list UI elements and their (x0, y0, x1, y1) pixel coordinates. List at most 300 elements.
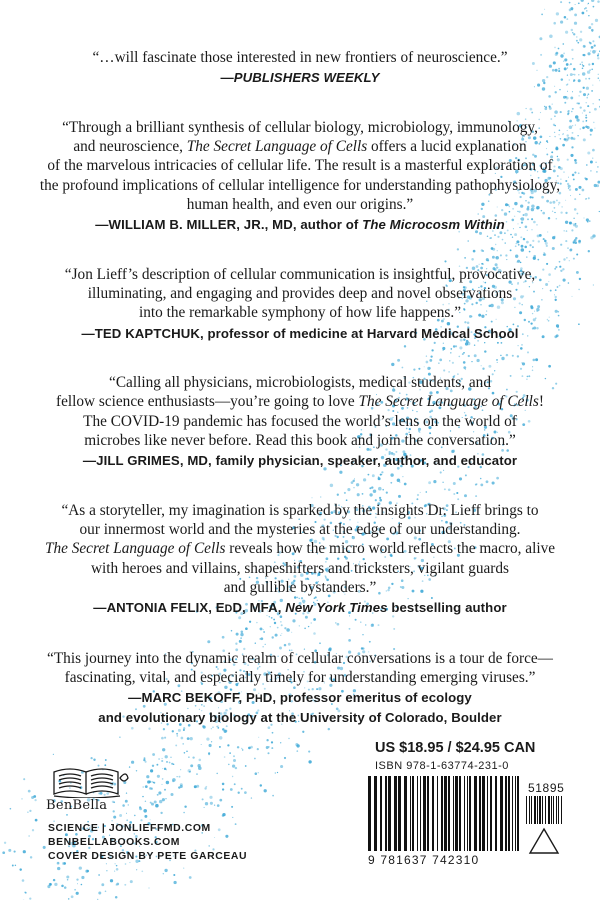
swirl-dot (164, 789, 166, 791)
swirl-dot (164, 869, 167, 872)
swirl-dot (267, 752, 269, 754)
swirl-dot (71, 895, 74, 898)
swirl-dot (198, 766, 202, 770)
imprint-credits (48, 822, 247, 863)
swirl-dot (166, 761, 168, 763)
swirl-dot (595, 19, 598, 22)
swirl-dot (28, 790, 31, 793)
swirl-dot (67, 879, 69, 881)
barcode-bar (432, 776, 434, 851)
swirl-dot (251, 797, 252, 798)
swirl-dot (565, 31, 568, 34)
swirl-dot (541, 14, 543, 16)
blurb-publishers-weekly (0, 48, 600, 88)
swirl-dot (8, 849, 11, 852)
imprint-line: SCIENCE | JONLIEFFMD.COM (48, 823, 211, 834)
swirl-dot (179, 776, 181, 778)
swirl-dot (302, 731, 304, 733)
swirl-dot (98, 874, 100, 876)
swirl-dot (216, 773, 218, 775)
swirl-dot (175, 744, 177, 746)
swirl-dot (229, 752, 231, 754)
swirl-dot (49, 883, 52, 886)
swirl-dot (184, 752, 186, 754)
swirl-dot (145, 761, 147, 763)
swirl-dot (574, 13, 577, 16)
swirl-dot (128, 804, 129, 805)
barcode-bar (500, 776, 503, 851)
swirl-dot (222, 728, 225, 731)
swirl-dot (145, 801, 146, 802)
swirl-dot (79, 866, 82, 869)
swirl-dot (184, 805, 186, 807)
swirl-dot (578, 2, 580, 4)
swirl-dot (34, 799, 36, 801)
swirl-dot (93, 759, 95, 761)
barcode-bar (448, 776, 450, 851)
swirl-dot (591, 23, 593, 25)
swirl-dot (277, 772, 278, 773)
swirl-dot (296, 750, 298, 752)
swirl-dot (163, 728, 165, 730)
blurb-antonia-felix (0, 501, 600, 619)
swirl-dot (206, 737, 209, 740)
barcode-bar (474, 776, 477, 851)
swirl-dot (68, 898, 70, 900)
swirl-dot (219, 736, 222, 739)
swirl-dot (573, 33, 575, 35)
swirl-dot (154, 801, 157, 804)
addon-bar (537, 796, 538, 824)
swirl-dot (228, 764, 230, 766)
swirl-dot (163, 873, 164, 874)
swirl-dot (122, 804, 125, 807)
barcode-bar (469, 776, 471, 851)
swirl-dot (119, 736, 121, 738)
barcode-digits: 9 781637 742310 (368, 853, 480, 867)
swirl-dot (241, 748, 243, 750)
barcode-bar (512, 776, 513, 851)
swirl-dot (23, 778, 25, 780)
swirl-dot (165, 755, 168, 758)
swirl-dot (201, 744, 202, 745)
swirl-dot (172, 780, 174, 782)
blurb-jill-grimes (0, 373, 600, 471)
swirl-dot (208, 752, 210, 754)
swirl-dot (116, 865, 118, 867)
swirl-dot (582, 12, 585, 15)
swirl-dot (580, 31, 582, 33)
swirl-dot (143, 809, 147, 813)
swirl-dot (234, 783, 236, 785)
barcode-bar (441, 776, 443, 851)
swirl-dot (27, 811, 29, 813)
swirl-dot (592, 40, 594, 42)
price-label: US $18.95 / $24.95 CAN (375, 740, 536, 756)
swirl-dot (157, 794, 159, 796)
barcode-bar (490, 776, 492, 851)
swirl-dot (134, 815, 136, 817)
swirl-dot (119, 814, 122, 817)
swirl-dot (183, 729, 185, 731)
swirl-dot (576, 40, 578, 42)
swirl-dot (579, 38, 582, 41)
swirl-dot (162, 768, 163, 769)
swirl-dot (159, 800, 162, 803)
barcode-bar (515, 776, 516, 851)
barcode-bar (505, 776, 507, 851)
swirl-dot (241, 788, 243, 790)
swirl-dot (254, 758, 256, 760)
swirl-dot (53, 879, 55, 881)
swirl-dot (64, 886, 67, 889)
swirl-dot (192, 756, 194, 758)
swirl-dot (14, 851, 16, 853)
barcode-bar (455, 776, 458, 851)
swirl-dot (222, 814, 225, 817)
swirl-dot (161, 784, 162, 785)
swirl-dot (562, 43, 564, 45)
swirl-dot (166, 781, 169, 784)
swirl-dot (153, 782, 155, 784)
addon-bar (548, 796, 550, 824)
swirl-dot (161, 737, 164, 740)
swirl-dot (131, 761, 134, 764)
swirl-dot (161, 760, 163, 762)
swirl-dot (160, 812, 162, 814)
swirl-dot (231, 806, 233, 808)
barcode-bar (453, 776, 454, 851)
swirl-dot (227, 744, 229, 746)
barcode-bar (444, 776, 447, 851)
barcode-bar (517, 776, 519, 851)
swirl-dot (560, 1, 562, 3)
swirl-dot (275, 772, 276, 773)
swirl-dot (106, 863, 107, 864)
triangle-mark-icon (528, 826, 560, 856)
barcode-bar (482, 776, 485, 851)
swirl-dot (588, 3, 589, 4)
barcode-bar (427, 776, 429, 851)
swirl-dot (173, 881, 176, 884)
blurb-quote: “Through a brilliant synthesis of cellular biology, microbiology, immunology, and neuroscience, The Secret Language of Cells offers a lucid explanation of the marvelous intricacies of cellular life. The result is a masterful exploration of the profound implications of cellular intelligence for understanding pathophysiology, human health, and even our origins.” (39, 118, 561, 213)
swirl-dot (560, 21, 563, 24)
swirl-dot (255, 772, 258, 775)
swirl-dot (308, 751, 310, 753)
swirl-dot (186, 751, 188, 753)
swirl-dot (116, 868, 119, 871)
swirl-dot (271, 741, 273, 743)
swirl-dot (260, 784, 262, 786)
swirl-dot (210, 802, 213, 805)
addon-bar (545, 796, 546, 824)
swirl-dot (581, 0, 584, 2)
swirl-dot (205, 802, 208, 805)
swirl-dot (158, 791, 161, 794)
swirl-dot (156, 764, 158, 766)
swirl-dot (235, 767, 237, 769)
blurb-attribution: —PUBLISHERS WEEKLY (220, 70, 380, 86)
swirl-dot (151, 781, 153, 783)
swirl-dot (126, 813, 127, 814)
swirl-dot (205, 786, 207, 788)
swirl-dot (53, 754, 54, 755)
swirl-dot (589, 41, 591, 43)
swirl-dot (136, 770, 137, 771)
swirl-dot (145, 785, 148, 788)
swirl-dot (113, 816, 116, 819)
barcode-bar (404, 776, 407, 851)
price-addon-digits: 51895 (528, 781, 565, 795)
blurb-quote: “As a storyteller, my imagination is sparked by the insights Dr. Lieff brings to our innermost world and the mysteries at the edge of our understanding. The Secret Language of Cells reveals how the micro world reflects the macro, alive with heroes and villains, shapeshifters and tricksters, vigilant guards and gullible bystanders.” (44, 501, 556, 597)
swirl-dot (217, 804, 220, 807)
swirl-dot (222, 788, 224, 790)
barcode-bar (464, 776, 465, 851)
barcode-bar (420, 776, 421, 851)
swirl-dot (585, 7, 587, 9)
swirl-dot (25, 892, 27, 894)
swirl-dot (162, 778, 164, 780)
swirl-dot (271, 747, 273, 749)
swirl-dot (178, 786, 180, 788)
publisher-logo-wordmark: BenBella (46, 798, 108, 813)
swirl-dot (211, 741, 212, 742)
blurb-attribution: —TED KAPTCHUK, professor of medicine at Harvard Medical School (81, 325, 519, 341)
addon-bar (558, 796, 559, 824)
addon-bar (539, 796, 541, 824)
swirl-dot (571, 29, 573, 31)
imprint-line: COVER DESIGN BY PETE GARCEAU (48, 850, 248, 862)
swirl-dot (173, 874, 175, 876)
imprint-line: BENBELLABOOKS.COM (48, 836, 181, 848)
swirl-dot (211, 728, 212, 729)
swirl-dot (564, 16, 567, 19)
barcode-bar (368, 776, 371, 851)
barcode-bar (374, 776, 377, 851)
swirl-dot (152, 753, 155, 756)
swirl-dot (105, 759, 107, 761)
swirl-dot (139, 806, 141, 808)
swirl-dot (569, 2, 571, 4)
blurb-attribution: —ANTONIA FELIX, EDD, MFA, New York Times bestselling author (93, 600, 507, 616)
swirl-dot (77, 883, 78, 884)
swirl-dot (157, 775, 160, 778)
swirl-dot (169, 762, 171, 764)
swirl-dot (162, 748, 165, 751)
swirl-dot (125, 863, 127, 865)
swirl-dot (106, 870, 107, 871)
swirl-dot (35, 819, 38, 822)
swirl-dot (288, 738, 289, 739)
swirl-dot (166, 769, 167, 770)
swirl-dot (176, 735, 178, 737)
swirl-dot (140, 819, 142, 821)
swirl-dot (12, 865, 14, 867)
swirl-dot (182, 743, 184, 745)
swirl-dot (328, 728, 330, 730)
barcode-bar (459, 776, 461, 851)
swirl-dot (158, 758, 160, 760)
swirl-dot (572, 32, 573, 33)
swirl-dot (76, 878, 78, 880)
swirl-dot (196, 773, 197, 774)
swirl-dot (244, 791, 247, 794)
swirl-dot (586, 10, 587, 11)
swirl-dot (76, 892, 79, 895)
swirl-dot (194, 785, 197, 788)
swirl-dot (188, 756, 190, 758)
swirl-dot (209, 796, 212, 799)
addon-bar (556, 796, 557, 824)
swirl-dot (232, 776, 233, 777)
swirl-dot (232, 764, 235, 767)
swirl-dot (190, 737, 193, 740)
swirl-dot (272, 732, 274, 734)
swirl-dot (81, 884, 83, 886)
barcode-bar (423, 776, 426, 851)
barcode-bar (487, 776, 488, 851)
swirl-dot (54, 883, 57, 886)
blurb-quote: “…will fascinate those interested in new frontiers of neuroscience.” (92, 49, 508, 66)
swirl-dot (19, 868, 21, 870)
isbn-label: ISBN 978-1-63774-231-0 (375, 760, 509, 772)
swirl-dot (110, 879, 113, 882)
swirl-dot (28, 835, 29, 836)
swirl-dot (29, 810, 31, 812)
addon-bar (526, 796, 527, 824)
swirl-dot (146, 775, 149, 778)
swirl-dot (574, 22, 577, 25)
swirl-dot (597, 0, 600, 3)
swirl-dot (30, 856, 32, 858)
swirl-dot (183, 812, 185, 814)
swirl-dot (187, 737, 190, 740)
swirl-dot (152, 765, 154, 767)
swirl-dot (15, 865, 16, 866)
swirl-dot (264, 789, 267, 792)
swirl-dot (66, 875, 69, 878)
swirl-dot (87, 870, 90, 873)
swirl-dot (136, 869, 137, 870)
swirl-dot (124, 884, 126, 886)
addon-bar (551, 796, 552, 824)
swirl-dot (176, 733, 178, 735)
swirl-dot (141, 870, 143, 872)
swirl-dot (98, 892, 101, 895)
addon-bar (542, 796, 543, 824)
swirl-dot (114, 871, 115, 872)
swirl-dot (155, 804, 159, 808)
barcode-bar (380, 776, 382, 851)
swirl-dot (170, 757, 171, 758)
swirl-dot (576, 36, 577, 37)
swirl-dot (150, 802, 152, 804)
swirl-dot (593, 6, 595, 8)
swirl-dot (172, 730, 174, 732)
barcode-bar (479, 776, 481, 851)
blurb-attribution: —MARC BEKOFF, PHD, professor emeritus of ecology and evolutionary biology at the University of Colorado, Boulder (98, 690, 502, 725)
swirl-dot (280, 765, 283, 768)
swirl-dot (142, 796, 143, 797)
swirl-dot (126, 819, 128, 821)
addon-bar (561, 796, 562, 824)
swirl-dot (588, 15, 589, 16)
swirl-dot (233, 755, 235, 757)
barcode-bar (388, 776, 391, 851)
addon-bar (529, 796, 530, 824)
open-book-logo-icon (50, 764, 130, 798)
swirl-dot (29, 897, 31, 899)
swirl-dot (190, 764, 193, 767)
swirl-dot (248, 747, 251, 750)
swirl-dot (539, 37, 542, 40)
swirl-dot (553, 22, 556, 25)
swirl-dot (257, 748, 259, 750)
barcode-bar (394, 776, 397, 851)
swirl-dot (181, 737, 184, 740)
swirl-dot (148, 728, 150, 730)
swirl-dot (162, 758, 163, 759)
swirl-dot (21, 798, 22, 799)
swirl-dot (43, 846, 46, 849)
swirl-dot (308, 760, 311, 763)
swirl-dot (202, 798, 204, 800)
blurb-quote: “Calling all physicians, microbiologists, medical students, and fellow science enthusiasts—you’re going to love The Secret Language of Cells! The COVID-19 pandemic has focused the world’s lens on the world of microbes like never before. Read this book and join the conversation.” (55, 374, 544, 450)
blurb-attribution: —JILL GRIMES, MD, family physician, speaker, author, and educator (82, 453, 518, 469)
swirl-dot (266, 739, 268, 741)
swirl-dot (233, 759, 236, 762)
barcode-bar (398, 776, 401, 851)
blurb-william-miller (0, 118, 600, 235)
swirl-dot (556, 12, 559, 15)
swirl-dot (173, 764, 175, 766)
addon-bar (531, 796, 532, 824)
swirl-dot (549, 34, 553, 38)
swirl-dot (204, 807, 205, 808)
swirl-dot (238, 792, 240, 794)
swirl-dot (594, 45, 596, 47)
swirl-dot (22, 879, 25, 882)
swirl-dot (544, 9, 545, 10)
swirl-dot (183, 867, 184, 868)
swirl-dot (142, 786, 144, 788)
barcode-bar (508, 776, 510, 851)
swirl-dot (230, 788, 233, 791)
barcode-bar (467, 776, 468, 851)
barcode-bar (417, 776, 418, 851)
swirl-dot (591, 29, 594, 32)
swirl-dot (61, 885, 64, 888)
blurb-marc-bekoff (0, 649, 600, 728)
swirl-dot (272, 795, 274, 797)
swirl-dot (165, 798, 166, 799)
barcode-bar (437, 776, 438, 851)
swirl-dot (177, 776, 178, 777)
swirl-dot (32, 829, 34, 831)
swirl-dot (101, 883, 104, 886)
swirl-dot (258, 737, 259, 738)
swirl-dot (570, 7, 573, 10)
swirl-dot (591, 0, 594, 2)
swirl-dot (180, 769, 181, 770)
swirl-dot (245, 765, 247, 767)
swirl-dot (266, 746, 269, 749)
swirl-dot (224, 756, 226, 758)
swirl-dot (90, 757, 92, 759)
swirl-dot (178, 729, 181, 732)
barcode-bar (495, 776, 497, 851)
swirl-dot (150, 769, 153, 772)
